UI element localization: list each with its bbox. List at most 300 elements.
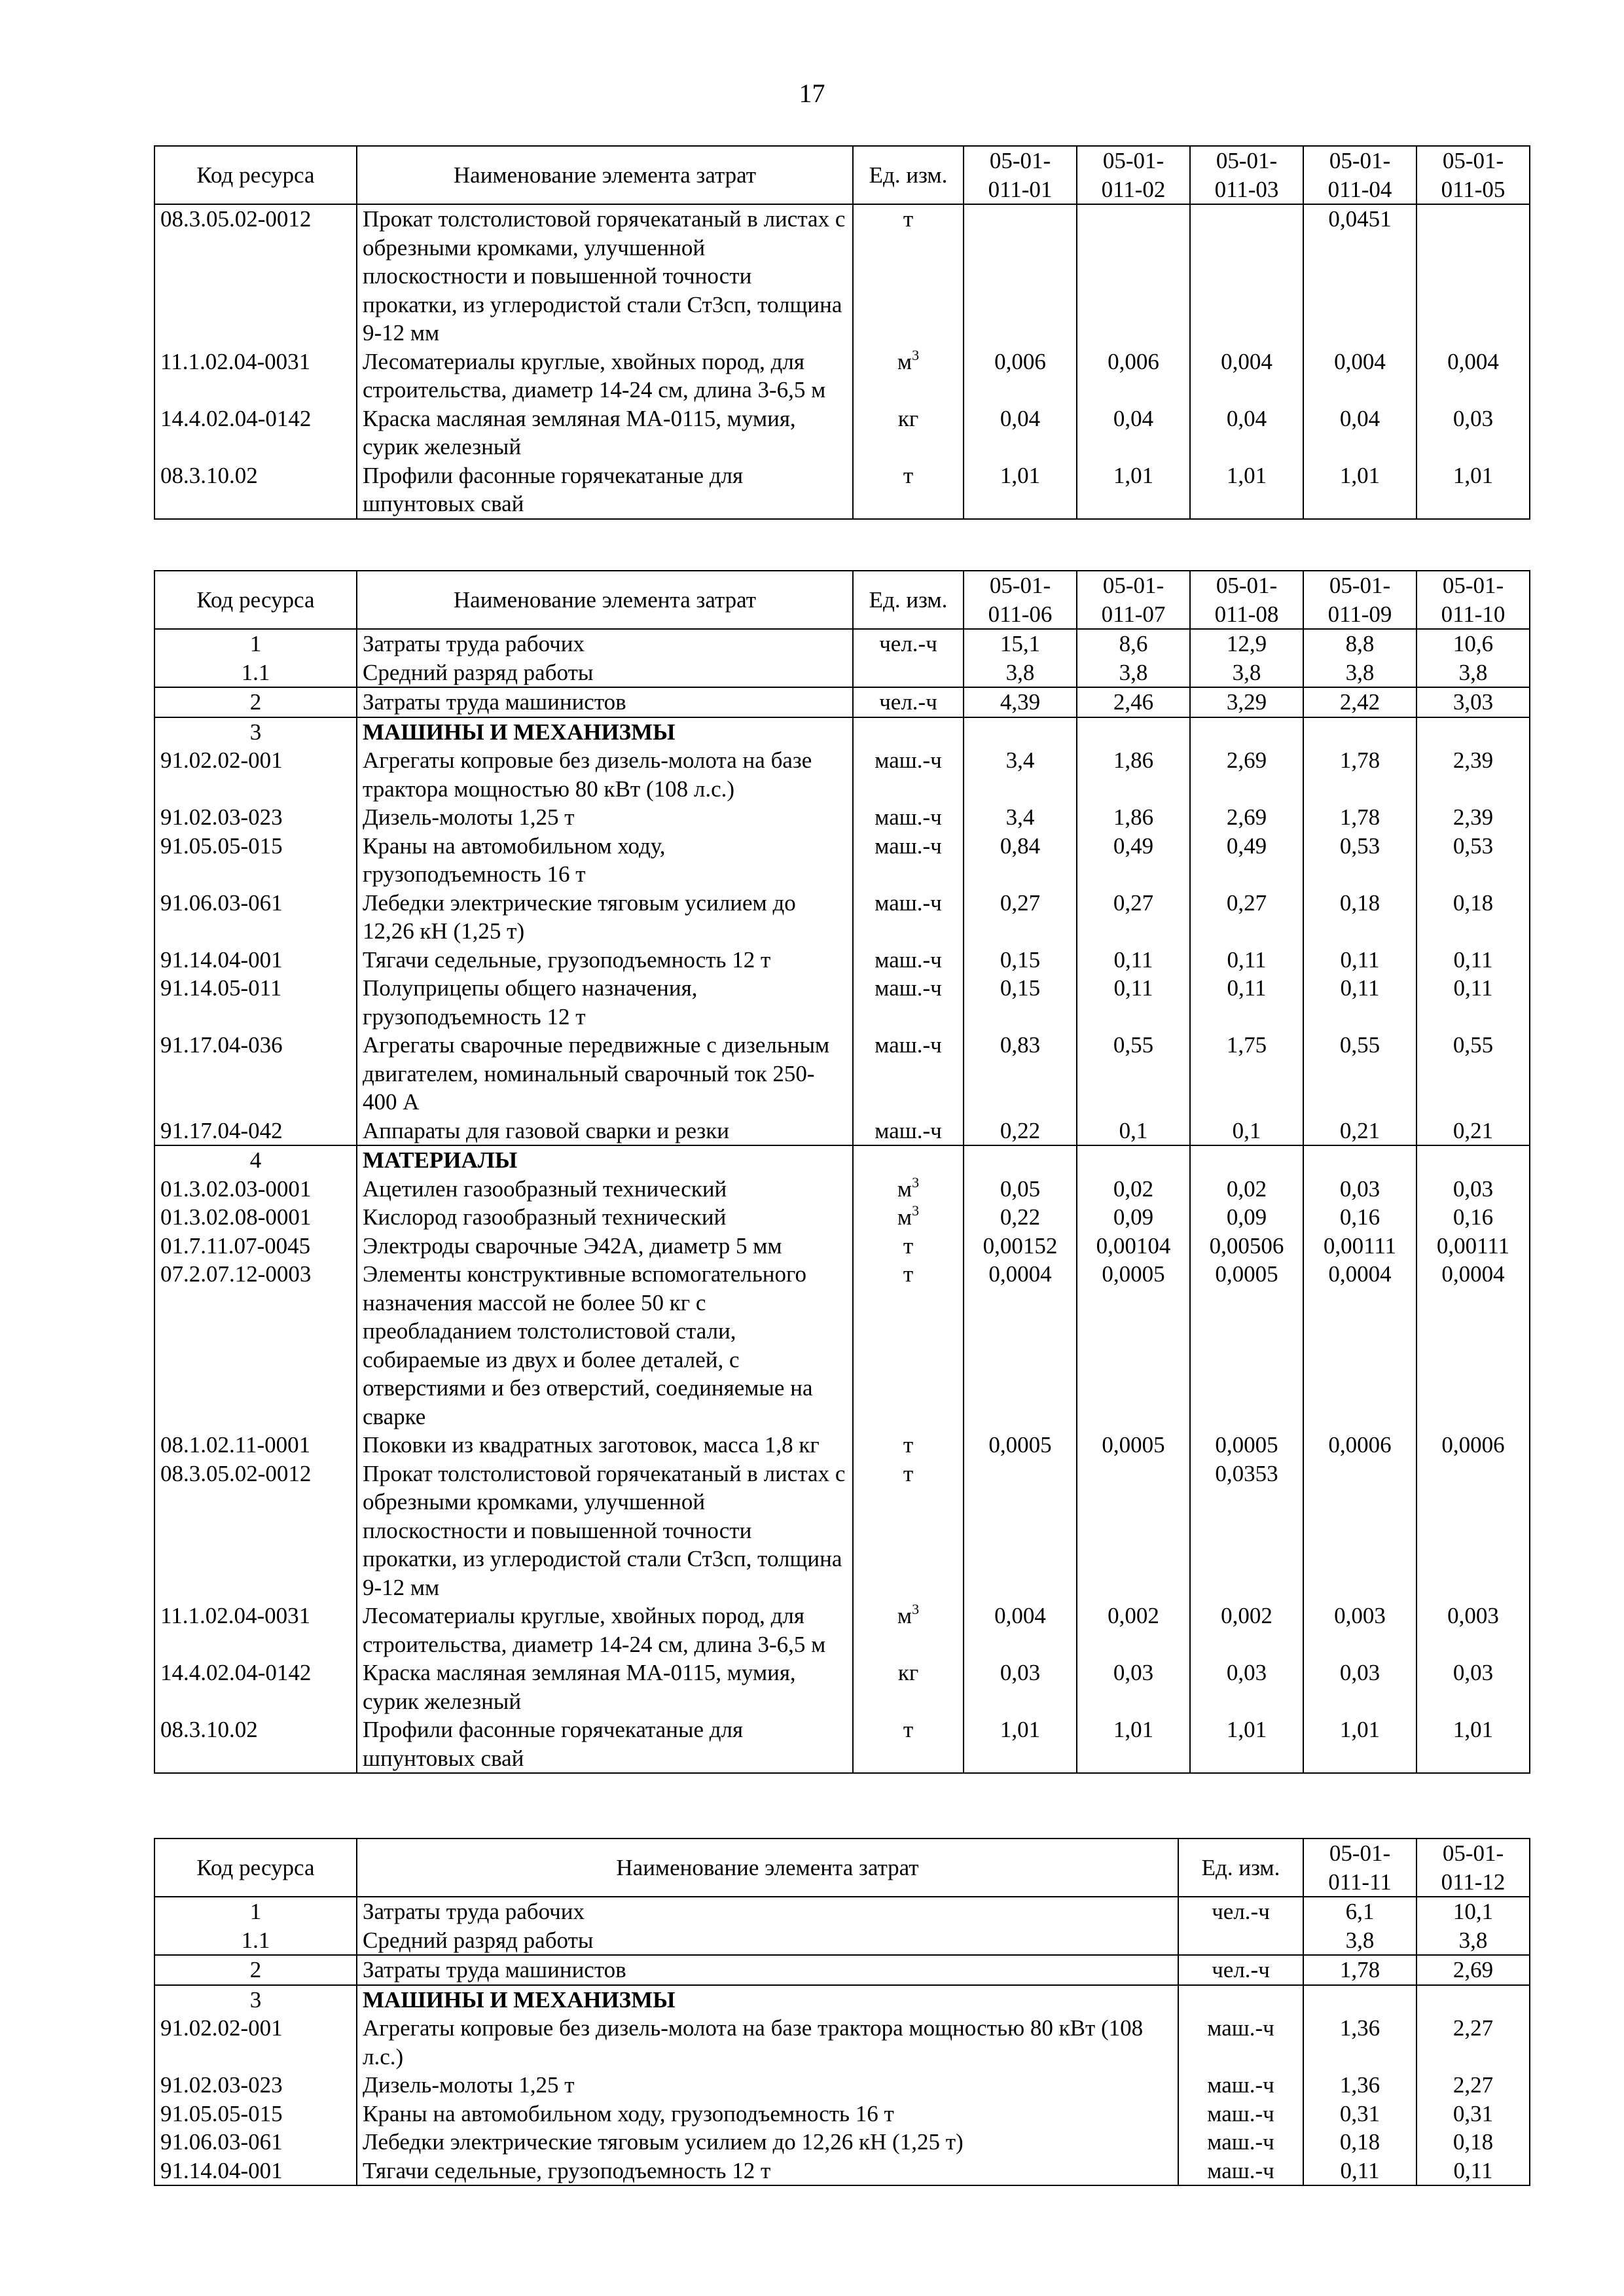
resource-code: 07.2.07.12-0003 <box>154 1260 357 1431</box>
value-cell: 0,21 <box>1416 1117 1530 1146</box>
element-name: МАШИНЫ И МЕХАНИЗМЫ <box>357 717 853 747</box>
value-cell: 0,18 <box>1303 889 1416 946</box>
value-cell: 0,31 <box>1303 2100 1416 2128</box>
value-cell: 0,11 <box>1303 974 1416 1031</box>
table-row <box>154 2128 1530 2157</box>
element-name: Агрегаты копровые без дизель-молота на базе трактора мощностью 80 кВт (108 л.с.) <box>357 746 853 803</box>
value-cell: 0,27 <box>1077 889 1190 946</box>
resource-code: 01.3.02.03-0001 <box>154 1175 357 1204</box>
value-cell: 0,1 <box>1190 1117 1303 1146</box>
resource-code: 11.1.02.04-0031 <box>154 348 357 404</box>
value-cell: 1,01 <box>1190 461 1303 519</box>
table-row <box>154 1659 1530 1715</box>
value-cell: 0,0005 <box>1190 1260 1303 1431</box>
unit-cell: маш.-ч <box>853 889 964 946</box>
value-cell: 1,78 <box>1303 1955 1416 1985</box>
header-row <box>154 1839 1530 1897</box>
unit-cell: маш.-ч <box>1178 2100 1303 2128</box>
element-name: Лесоматериалы круглые, хвойных пород, для строительства, диаметр 14-24 см, длина 3-6,5 м <box>357 1602 853 1659</box>
value-cell: 3,03 <box>1416 687 1530 717</box>
table-row <box>154 2014 1530 2071</box>
value-cell: 0,15 <box>964 974 1077 1031</box>
table-row <box>154 1460 1530 1602</box>
table-row <box>154 1232 1530 1261</box>
element-name: Краны на автомобильном ходу, грузоподъемность 16 т <box>357 832 853 889</box>
value-cell: 0,09 <box>1190 1203 1303 1232</box>
element-name: Тягачи седельные, грузоподъемность 12 т <box>357 946 853 975</box>
unit-superscript: 3 <box>912 1601 920 1617</box>
unit-cell: кг <box>853 1659 964 1715</box>
value-cell: 0,83 <box>964 1031 1077 1117</box>
value-cell: 0,31 <box>1416 2100 1530 2128</box>
value-cell: 1,01 <box>964 461 1077 519</box>
table-row <box>154 1955 1530 1985</box>
value-cell: 15,1 <box>964 629 1077 658</box>
value-cell <box>1416 1460 1530 1602</box>
unit-cell: т <box>853 461 964 519</box>
element-name: Затраты труда машинистов <box>357 687 853 717</box>
page-number: 17 <box>799 79 825 108</box>
table-row <box>154 2071 1530 2100</box>
value-cell: 1,75 <box>1190 1031 1303 1117</box>
unit-cell: маш.-ч <box>1178 2071 1303 2100</box>
value-cell <box>1303 1460 1416 1602</box>
resource-code: 1 <box>154 629 357 658</box>
value-cell: 1,36 <box>1303 2071 1416 2100</box>
unit-cell: т <box>853 1715 964 1773</box>
table-row <box>154 974 1530 1031</box>
value-cell: 0,03 <box>1416 404 1530 461</box>
value-cell <box>1416 1985 1530 2015</box>
table-row <box>154 2157 1530 2186</box>
value-cell: 0,03 <box>964 1659 1077 1715</box>
resource-code: 91.06.03-061 <box>154 2128 357 2157</box>
resource-code: 2 <box>154 687 357 717</box>
table-row <box>154 746 1530 803</box>
resource-code: 91.02.02-001 <box>154 746 357 803</box>
unit-cell: маш.-ч <box>1178 2157 1303 2186</box>
value-cell: 0,11 <box>1077 946 1190 975</box>
value-cell: 0,0005 <box>1077 1431 1190 1460</box>
value-cell: 2,42 <box>1303 687 1416 717</box>
value-cell: 0,00111 <box>1303 1232 1416 1261</box>
value-cell: 0,0006 <box>1416 1431 1530 1460</box>
element-name: Полуприцепы общего назначения, грузоподъемность 12 т <box>357 974 853 1031</box>
value-cell: 0,02 <box>1190 1175 1303 1204</box>
header-norm-code: 05-01-011-03 <box>1190 146 1303 204</box>
resource-code: 3 <box>154 717 357 747</box>
resource-code: 91.17.04-036 <box>154 1031 357 1117</box>
unit-superscript: 3 <box>912 1202 920 1219</box>
value-cell: 0,11 <box>1190 946 1303 975</box>
element-name: Затраты труда машинистов <box>357 1955 1178 1985</box>
value-cell: 0,11 <box>1303 2157 1416 2186</box>
value-cell: 1,01 <box>1303 1715 1416 1773</box>
value-cell: 2,39 <box>1416 803 1530 832</box>
value-cell: 0,004 <box>1416 348 1530 404</box>
resource-code: 08.3.05.02-0012 <box>154 204 357 348</box>
value-cell: 3,4 <box>964 803 1077 832</box>
table-row <box>154 1926 1530 1956</box>
resource-code: 91.02.03-023 <box>154 803 357 832</box>
resource-code: 91.05.05-015 <box>154 2100 357 2128</box>
value-cell <box>1077 1460 1190 1602</box>
table-row <box>154 717 1530 747</box>
header-row <box>154 571 1530 629</box>
resource-code: 91.05.05-015 <box>154 832 357 889</box>
value-cell: 0,55 <box>1303 1031 1416 1117</box>
unit-superscript: 3 <box>912 1174 920 1191</box>
unit-cell: маш.-ч <box>853 1117 964 1146</box>
value-cell: 1,01 <box>964 1715 1077 1773</box>
value-cell: 0,00104 <box>1077 1232 1190 1261</box>
value-cell: 1,36 <box>1303 2014 1416 2071</box>
unit-cell: маш.-ч <box>853 746 964 803</box>
header-norm-code: 05-01-011-04 <box>1303 146 1416 204</box>
unit-cell: т <box>853 1431 964 1460</box>
value-cell: 3,8 <box>1190 658 1303 688</box>
value-cell <box>964 1460 1077 1602</box>
unit-cell: кг <box>853 404 964 461</box>
resource-code: 08.3.10.02 <box>154 1715 357 1773</box>
header-code: Код ресурса <box>154 146 357 204</box>
value-cell: 0,00152 <box>964 1232 1077 1261</box>
unit-superscript: 3 <box>912 346 920 363</box>
header-norm-code: 05-01-011-02 <box>1077 146 1190 204</box>
value-cell <box>964 204 1077 348</box>
resource-table-2 <box>154 570 1530 1774</box>
value-cell: 0,0353 <box>1190 1460 1303 1602</box>
table-row <box>154 1431 1530 1460</box>
resource-table-1 <box>154 145 1530 520</box>
element-name: Дизель-молоты 1,25 т <box>357 803 853 832</box>
resource-code: 91.06.03-061 <box>154 889 357 946</box>
element-name: Тягачи седельные, грузоподъемность 12 т <box>357 2157 1178 2186</box>
value-cell: 0,004 <box>1190 348 1303 404</box>
value-cell <box>1303 1145 1416 1175</box>
value-cell: 0,11 <box>1190 974 1303 1031</box>
resource-code: 91.14.04-001 <box>154 2157 357 2186</box>
value-cell: 0,05 <box>964 1175 1077 1204</box>
unit-cell <box>853 1145 964 1175</box>
unit-cell <box>853 658 964 688</box>
element-name: Агрегаты копровые без дизель-молота на базе трактора мощностью 80 кВт (108 л.с.) <box>357 2014 1178 2071</box>
element-name: Лебедки электрические тяговым усилием до 12,26 кН (1,25 т) <box>357 2128 1178 2157</box>
resource-code: 91.14.04-001 <box>154 946 357 975</box>
value-cell: 0,11 <box>1077 974 1190 1031</box>
value-cell: 0,18 <box>1416 2128 1530 2157</box>
value-cell: 3,8 <box>1303 658 1416 688</box>
resource-code: 14.4.02.04-0142 <box>154 404 357 461</box>
value-cell: 0,11 <box>1303 946 1416 975</box>
element-name: Прокат толстолистовой горячекатаный в листах с обрезными кромками, улучшенной плоскостности и повышенной точности прокатки, из углеродистой стали Ст3сп, толщина 9-12 мм <box>357 204 853 348</box>
value-cell: 8,8 <box>1303 629 1416 658</box>
header-norm-code: 05-01-011-01 <box>964 146 1077 204</box>
value-cell: 0,002 <box>1077 1602 1190 1659</box>
value-cell: 3,8 <box>1416 658 1530 688</box>
resource-code: 91.02.02-001 <box>154 2014 357 2071</box>
value-cell: 0,27 <box>964 889 1077 946</box>
header-norm-code: 05-01-011-10 <box>1416 571 1530 629</box>
value-cell: 1,01 <box>1190 1715 1303 1773</box>
table-row <box>154 1602 1530 1659</box>
table-row <box>154 1175 1530 1204</box>
element-name: Элементы конструктивные вспомогательного назначения массой не более 50 кг с преобладанием толстолистовой стали, собираемые из двух и более деталей, с отверстиями и без отверстий, соединяемые на сварке <box>357 1260 853 1431</box>
value-cell: 1,86 <box>1077 746 1190 803</box>
element-name: Средний разряд работы <box>357 1926 1178 1956</box>
header-code: Код ресурса <box>154 1839 357 1897</box>
table-row <box>154 687 1530 717</box>
value-cell: 0,11 <box>1416 2157 1530 2186</box>
value-cell: 0,18 <box>1303 2128 1416 2157</box>
value-cell: 3,8 <box>1077 658 1190 688</box>
element-name: Лебедки электрические тяговым усилием до 12,26 кН (1,25 т) <box>357 889 853 946</box>
unit-cell: маш.-ч <box>1178 2014 1303 2071</box>
value-cell <box>1077 204 1190 348</box>
value-cell: 2,46 <box>1077 687 1190 717</box>
table-row <box>154 1897 1530 1926</box>
unit-cell: $м^3$ <box>853 1175 964 1204</box>
value-cell <box>1303 1985 1416 2015</box>
value-cell <box>1416 717 1530 747</box>
value-cell: 0,0005 <box>1077 1260 1190 1431</box>
value-cell: 0,03 <box>1416 1659 1530 1715</box>
value-cell <box>1190 204 1303 348</box>
unit-cell: маш.-ч <box>1178 2128 1303 2157</box>
element-name: Кислород газообразный технический <box>357 1203 853 1232</box>
element-name: Краска масляная земляная МА-0115, мумия, сурик железный <box>357 404 853 461</box>
unit-cell: т <box>853 204 964 348</box>
element-name: Поковки из квадратных заготовок, масса 1,8 кг <box>357 1431 853 1460</box>
table-row <box>154 348 1530 404</box>
value-cell: 0,18 <box>1416 889 1530 946</box>
header-unit: Ед. изм. <box>853 571 964 629</box>
table-row <box>154 1260 1530 1431</box>
value-cell: 1,78 <box>1303 803 1416 832</box>
table-row <box>154 1715 1530 1773</box>
header-name: Наименование элемента затрат <box>357 146 853 204</box>
table-row <box>154 889 1530 946</box>
resource-table-3 <box>154 1838 1530 2186</box>
header-unit: Ед. изм. <box>1178 1839 1303 1897</box>
unit-cell: т <box>853 1260 964 1431</box>
value-cell: 8,6 <box>1077 629 1190 658</box>
value-cell: 1,01 <box>1077 461 1190 519</box>
unit-cell: маш.-ч <box>853 1031 964 1117</box>
resource-code: 91.17.04-042 <box>154 1117 357 1146</box>
resource-code: 3 <box>154 1985 357 2015</box>
value-cell: 0,55 <box>1077 1031 1190 1117</box>
value-cell <box>964 717 1077 747</box>
table-row <box>154 1031 1530 1117</box>
resource-code: 4 <box>154 1145 357 1175</box>
resource-code: 11.1.02.04-0031 <box>154 1602 357 1659</box>
value-cell: 0,21 <box>1303 1117 1416 1146</box>
value-cell: 0,53 <box>1303 832 1416 889</box>
value-cell: 2,69 <box>1190 803 1303 832</box>
element-name: Лесоматериалы круглые, хвойных пород, для строительства, диаметр 14-24 см, длина 3-6,5 м <box>357 348 853 404</box>
table-row <box>154 1117 1530 1146</box>
value-cell: 0,03 <box>1190 1659 1303 1715</box>
element-name: Профили фасонные горячекатаные для шпунтовых свай <box>357 461 853 519</box>
value-cell: 0,53 <box>1416 832 1530 889</box>
value-cell: 3,4 <box>964 746 1077 803</box>
resource-code: 08.3.10.02 <box>154 461 357 519</box>
value-cell: 10,6 <box>1416 629 1530 658</box>
unit-cell <box>1178 1926 1303 1956</box>
value-cell: 0,0451 <box>1303 204 1416 348</box>
value-cell: 10,1 <box>1416 1897 1530 1926</box>
value-cell <box>1077 1145 1190 1175</box>
value-cell: 1,01 <box>1077 1715 1190 1773</box>
element-name: Краска масляная земляная МА-0115, мумия, сурик железный <box>357 1659 853 1715</box>
unit-cell: $м^3$ <box>853 1203 964 1232</box>
element-name: Электроды сварочные Э42А, диаметр 5 мм <box>357 1232 853 1261</box>
header-norm-code: 05-01-011-05 <box>1416 146 1530 204</box>
resource-code: 01.3.02.08-0001 <box>154 1203 357 1232</box>
value-cell: 2,69 <box>1416 1955 1530 1985</box>
value-cell: 0,0004 <box>1303 1260 1416 1431</box>
element-name: Краны на автомобильном ходу, грузоподъемность 16 т <box>357 2100 1178 2128</box>
table-row <box>154 1145 1530 1175</box>
value-cell: 0,84 <box>964 832 1077 889</box>
value-cell: 2,69 <box>1190 746 1303 803</box>
value-cell: 6,1 <box>1303 1897 1416 1926</box>
resource-code: 08.3.05.02-0012 <box>154 1460 357 1602</box>
value-cell: 0,1 <box>1077 1117 1190 1146</box>
value-cell: 0,004 <box>1303 348 1416 404</box>
unit-cell <box>1178 1985 1303 2015</box>
value-cell: 1,86 <box>1077 803 1190 832</box>
header-norm-code: 05-01-011-09 <box>1303 571 1416 629</box>
header-norm-code: 05-01-011-08 <box>1190 571 1303 629</box>
resource-code: 14.4.02.04-0142 <box>154 1659 357 1715</box>
table-row <box>154 832 1530 889</box>
value-cell: 4,39 <box>964 687 1077 717</box>
value-cell <box>1190 1145 1303 1175</box>
value-cell: 0,0004 <box>964 1260 1077 1431</box>
value-cell: 0,04 <box>1190 404 1303 461</box>
header-code: Код ресурса <box>154 571 357 629</box>
value-cell: 0,27 <box>1190 889 1303 946</box>
resource-code: 1 <box>154 1897 357 1926</box>
value-cell: 12,9 <box>1190 629 1303 658</box>
value-cell: 0,09 <box>1077 1203 1190 1232</box>
value-cell: 0,11 <box>1416 946 1530 975</box>
resource-code: 1.1 <box>154 1926 357 1956</box>
value-cell: 1,01 <box>1416 1715 1530 1773</box>
value-cell <box>1190 717 1303 747</box>
resource-code: 2 <box>154 1955 357 1985</box>
unit-cell: т <box>853 1460 964 1602</box>
value-cell: 0,004 <box>964 1602 1077 1659</box>
value-cell: 0,22 <box>964 1203 1077 1232</box>
value-cell: 0,003 <box>1416 1602 1530 1659</box>
table-row <box>154 1985 1530 2015</box>
unit-cell: маш.-ч <box>853 832 964 889</box>
value-cell: 2,27 <box>1416 2014 1530 2071</box>
value-cell: 0,0004 <box>1416 1260 1530 1431</box>
unit-cell: т <box>853 1232 964 1261</box>
value-cell: 0,16 <box>1303 1203 1416 1232</box>
element-name: Затраты труда рабочих <box>357 1897 1178 1926</box>
value-cell <box>1303 717 1416 747</box>
table-row <box>154 204 1530 348</box>
element-name: МАШИНЫ И МЕХАНИЗМЫ <box>357 1985 1178 2015</box>
value-cell: 0,04 <box>1303 404 1416 461</box>
table-row <box>154 803 1530 832</box>
value-cell: 0,006 <box>1077 348 1190 404</box>
value-cell: 0,00111 <box>1416 1232 1530 1261</box>
value-cell <box>1077 717 1190 747</box>
element-name: Аппараты для газовой сварки и резки <box>357 1117 853 1146</box>
unit-cell <box>853 717 964 747</box>
table-row <box>154 404 1530 461</box>
table-row <box>154 2100 1530 2128</box>
table-row <box>154 461 1530 519</box>
value-cell: 0,16 <box>1416 1203 1530 1232</box>
value-cell <box>1416 204 1530 348</box>
element-name: Средний разряд работы <box>357 658 853 688</box>
value-cell: 0,0005 <box>964 1431 1077 1460</box>
table-row <box>154 658 1530 688</box>
resource-code: 1.1 <box>154 658 357 688</box>
table-row <box>154 629 1530 658</box>
value-cell: 3,8 <box>1416 1926 1530 1956</box>
value-cell: 1,01 <box>1416 461 1530 519</box>
resource-code: 91.14.05-011 <box>154 974 357 1031</box>
value-cell: 0,04 <box>964 404 1077 461</box>
value-cell: 0,55 <box>1416 1031 1530 1117</box>
value-cell: 0,0005 <box>1190 1431 1303 1460</box>
element-name: МАТЕРИАЛЫ <box>357 1145 853 1175</box>
unit-cell: маш.-ч <box>853 803 964 832</box>
value-cell: 0,03 <box>1303 1659 1416 1715</box>
resource-code: 91.02.03-023 <box>154 2071 357 2100</box>
value-cell: 0,0006 <box>1303 1431 1416 1460</box>
header-row <box>154 146 1530 204</box>
header-norm-code: 05-01-011-07 <box>1077 571 1190 629</box>
value-cell: 2,27 <box>1416 2071 1530 2100</box>
resource-code: 01.7.11.07-0045 <box>154 1232 357 1261</box>
element-name: Дизель-молоты 1,25 т <box>357 2071 1178 2100</box>
header-norm-code: 05-01-011-06 <box>964 571 1077 629</box>
value-cell: 3,29 <box>1190 687 1303 717</box>
value-cell: 0,03 <box>1077 1659 1190 1715</box>
header-norm-code: 05-01-011-11 <box>1303 1839 1416 1897</box>
unit-cell: чел.-ч <box>1178 1955 1303 1985</box>
element-name: Профили фасонные горячекатаные для шпунтовых свай <box>357 1715 853 1773</box>
table-row <box>154 1203 1530 1232</box>
unit-cell: чел.-ч <box>853 687 964 717</box>
unit-cell: $м^3$ <box>853 1602 964 1659</box>
header-name: Наименование элемента затрат <box>357 571 853 629</box>
value-cell: 0,03 <box>1303 1175 1416 1204</box>
value-cell: 0,002 <box>1190 1602 1303 1659</box>
unit-cell: чел.-ч <box>1178 1897 1303 1926</box>
value-cell: 0,49 <box>1190 832 1303 889</box>
element-name: Затраты труда рабочих <box>357 629 853 658</box>
value-cell: 0,49 <box>1077 832 1190 889</box>
value-cell: 0,15 <box>964 946 1077 975</box>
value-cell: 2,39 <box>1416 746 1530 803</box>
value-cell: 0,003 <box>1303 1602 1416 1659</box>
resource-code: 08.1.02.11-0001 <box>154 1431 357 1460</box>
unit-cell: маш.-ч <box>853 946 964 975</box>
element-name: Прокат толстолистовой горячекатаный в листах с обрезными кромками, улучшенной плоскостности и повышенной точности прокатки, из углеродистой стали Ст3сп, толщина 9-12 мм <box>357 1460 853 1602</box>
value-cell: 1,01 <box>1303 461 1416 519</box>
table-row <box>154 946 1530 975</box>
